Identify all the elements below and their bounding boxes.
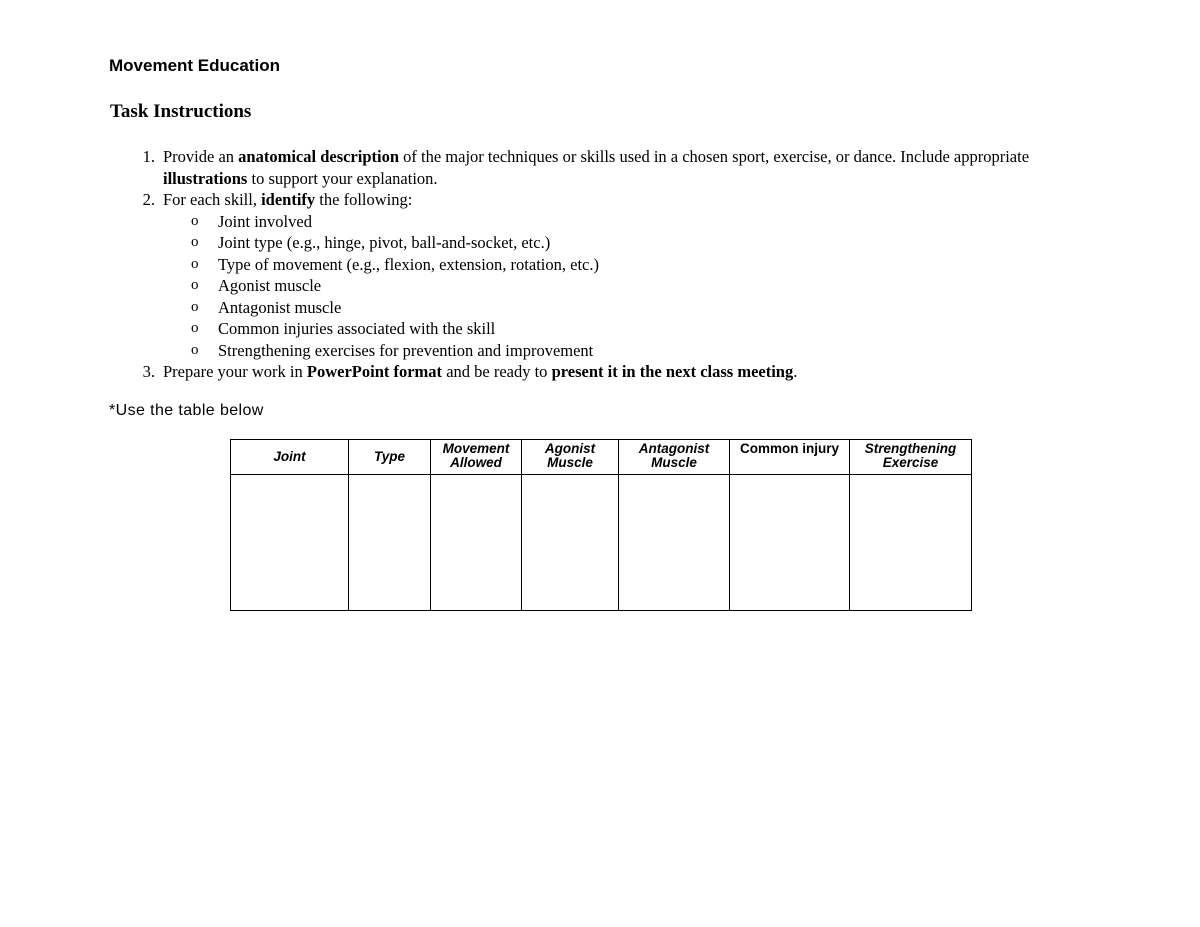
instruction-text: For each skill, [163, 190, 262, 209]
table-row [231, 475, 972, 611]
sub-item-text: Strengthening exercises for prevention and improvement [218, 340, 594, 360]
instruction-emphasis: identify [261, 190, 316, 209]
header-common-injury: Common injury [730, 440, 850, 475]
sub-list-item [163, 297, 1063, 319]
instruction-item-1 [142, 146, 1063, 189]
instruction-text: the following: [315, 190, 413, 209]
instruction-emphasis: present it in the next class meeting [551, 362, 794, 381]
header-agonist-muscle: Agonist Muscle [522, 440, 619, 475]
bullet-icon: o [191, 320, 199, 336]
instruction-text: . [793, 362, 798, 381]
bullet-icon: o [191, 255, 199, 272]
header-strengthening-exercise: Strengthening Exercise [850, 440, 972, 475]
instruction-item-2 [142, 189, 1063, 361]
header-joint: Joint [231, 440, 349, 475]
table-note: *Use the table below [109, 402, 264, 419]
instruction-text: Prepare your work in [163, 362, 307, 381]
table-cell[interactable] [431, 475, 522, 611]
sub-list-item [163, 275, 1063, 297]
instruction-number: 2. [142, 190, 155, 209]
sub-list-item [163, 318, 1063, 340]
sub-list-item [163, 232, 1063, 254]
instruction-emphasis: anatomical description [238, 147, 400, 166]
table-cell[interactable] [231, 475, 349, 611]
skill-attributes-list [163, 211, 1063, 362]
instruction-emphasis: PowerPoint format [306, 362, 443, 381]
sub-item-text: Common injuries associated with the skill [218, 319, 496, 338]
document-title: Movement Education [109, 56, 280, 75]
instruction-text: to support your explanation. [247, 168, 438, 188]
instruction-text: Provide an [163, 147, 239, 166]
bullet-icon: o [191, 212, 199, 229]
sub-item-text: Type of movement (e.g., flexion, extension, rotation, etc.) [218, 254, 599, 274]
header-antagonist-muscle: Antagonist Muscle [619, 440, 730, 475]
bullet-icon: o [191, 298, 199, 315]
task-instructions-heading: Task Instructions [110, 101, 252, 122]
sub-item-text: Joint involved [218, 211, 312, 231]
sub-list-item [163, 340, 1063, 362]
sub-list-item [163, 254, 1063, 276]
sub-list-item [163, 211, 1063, 233]
table-cell[interactable] [349, 475, 431, 611]
sub-item-text: Antagonist muscle [218, 297, 342, 317]
instruction-number: 1. [142, 147, 155, 166]
header-movement-allowed: Movement Allowed [431, 440, 522, 475]
instruction-text: of the major techniques or skills used in a chosen sport, exercise, or dance. Include appropriate [399, 147, 1030, 166]
instructions-list [142, 146, 1063, 383]
instruction-item-3 [142, 361, 1063, 383]
bullet-icon: o [191, 277, 199, 293]
instruction-number: 3. [142, 362, 155, 381]
instruction-text: and be ready to [442, 362, 552, 381]
table-cell[interactable] [730, 475, 850, 611]
header-type: Type [349, 440, 431, 475]
skills-analysis-table [230, 439, 972, 611]
sub-item-text: Agonist muscle [218, 276, 322, 295]
table-cell[interactable] [619, 475, 730, 611]
bullet-icon: o [191, 234, 199, 250]
table-cell[interactable] [850, 475, 972, 611]
table-cell[interactable] [522, 475, 619, 611]
sub-item-text: Joint type (e.g., hinge, pivot, ball-and-socket, etc.) [218, 233, 551, 252]
table-header-row [231, 440, 972, 475]
bullet-icon: o [191, 341, 199, 358]
instruction-emphasis: illustrations [163, 168, 248, 188]
